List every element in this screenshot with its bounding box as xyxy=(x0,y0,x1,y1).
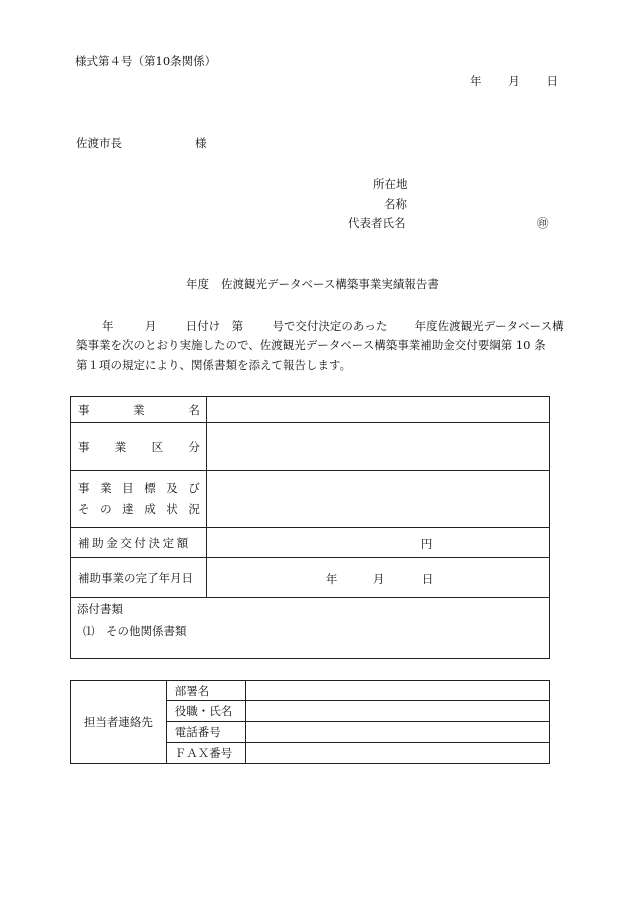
seal-mark: ㊞ xyxy=(537,216,549,230)
contact-phone-label: 電話番号 xyxy=(166,722,245,743)
body-rest: 年度佐渡観光データベース構 xyxy=(414,319,564,333)
label-char: 業 xyxy=(133,402,145,417)
project-category-value[interactable] xyxy=(206,423,549,471)
contact-dept-label: 部署名 xyxy=(166,681,245,701)
doc-title xyxy=(186,276,439,292)
title-nendo: 年度 xyxy=(186,277,209,291)
body-line-3: 第１項の規定により、関係書類を添えて報告します。 xyxy=(76,358,352,372)
label-char: 業 xyxy=(100,481,112,495)
contact-label: 担当者連絡先 xyxy=(71,681,167,764)
project-name-value[interactable] xyxy=(206,397,549,423)
attachment-item: ⑴ その他関係書類 xyxy=(83,624,187,638)
attachments-label: 添付書類 xyxy=(77,602,123,616)
body-hizuke: 日付け 第 xyxy=(185,319,244,333)
label-char: 目 xyxy=(122,481,134,495)
addressee-honorific: 様 xyxy=(195,136,207,150)
contact-title-label: 役職・氏名 xyxy=(166,701,245,722)
label-char: 標 xyxy=(144,481,156,495)
address-label: 所在地 xyxy=(373,177,408,191)
row-grant-amount xyxy=(71,528,550,558)
label-char: そ xyxy=(78,502,90,516)
body-nen: 年 xyxy=(102,319,114,333)
completion-date-label: 補助事業の完了年月日 xyxy=(71,558,207,598)
yen-unit: 円 xyxy=(420,537,433,551)
label-char: 及 xyxy=(166,481,178,495)
contact-dept-value[interactable] xyxy=(245,681,549,701)
label-char: 事 xyxy=(78,481,90,495)
label-char: び xyxy=(188,481,200,495)
date-day: 日 xyxy=(546,74,558,88)
grant-amount-value[interactable] xyxy=(206,528,549,558)
body-line-2: 築事業を次のとおり実施したので、佐渡観光データベース構築事業補助金交付要綱第 10 条 xyxy=(76,338,546,352)
name-label: 名称 xyxy=(384,197,407,211)
contact-title-value[interactable] xyxy=(245,701,549,722)
row-completion-date xyxy=(71,558,550,598)
body-line-1 xyxy=(102,318,564,334)
row-attachments xyxy=(71,598,550,659)
contact-fax-label: ＦＡＸ番号 xyxy=(166,743,245,764)
label-char: 成 xyxy=(144,502,156,516)
completion-day: 日 xyxy=(421,572,434,586)
addressee-name: 佐渡市長 xyxy=(76,136,122,150)
label-char: 状 xyxy=(166,502,178,516)
label-char: 事 xyxy=(78,402,90,417)
form-number: 様式第４号（第10条関係） xyxy=(75,54,217,68)
row-goals-status xyxy=(71,471,550,528)
row-project-category xyxy=(71,423,550,471)
body-gatsu: 月 xyxy=(144,319,157,333)
date-month: 月 xyxy=(508,74,520,88)
contact-phone-value[interactable] xyxy=(245,722,549,743)
report-table xyxy=(70,396,550,659)
completion-year: 年 xyxy=(325,572,338,586)
grant-amount-label: 補助金交付決定額 xyxy=(71,528,207,558)
title-name: 佐渡観光データベース構築事業実績報告書 xyxy=(221,277,439,291)
date-line xyxy=(470,73,558,89)
label-char: 名 xyxy=(188,402,200,417)
label-char: の xyxy=(100,502,112,516)
goals-status-value[interactable] xyxy=(206,471,549,528)
label-char: 分 xyxy=(188,439,200,454)
date-year: 年 xyxy=(470,74,482,88)
label-char: 業 xyxy=(114,439,127,454)
label-char: 事 xyxy=(78,439,90,454)
contact-fax-value[interactable] xyxy=(245,743,549,764)
rep-label: 代表者氏名 xyxy=(348,216,406,230)
body-go: 号で交付決定のあった xyxy=(272,319,388,333)
row-project-name xyxy=(71,397,550,423)
contact-row-dept xyxy=(71,681,550,701)
label-char: 区 xyxy=(151,439,164,454)
label-char: 況 xyxy=(188,502,200,516)
contact-table xyxy=(70,680,550,764)
completion-date-value[interactable] xyxy=(206,558,549,598)
completion-month: 月 xyxy=(372,572,385,586)
label-char: 達 xyxy=(122,502,134,516)
